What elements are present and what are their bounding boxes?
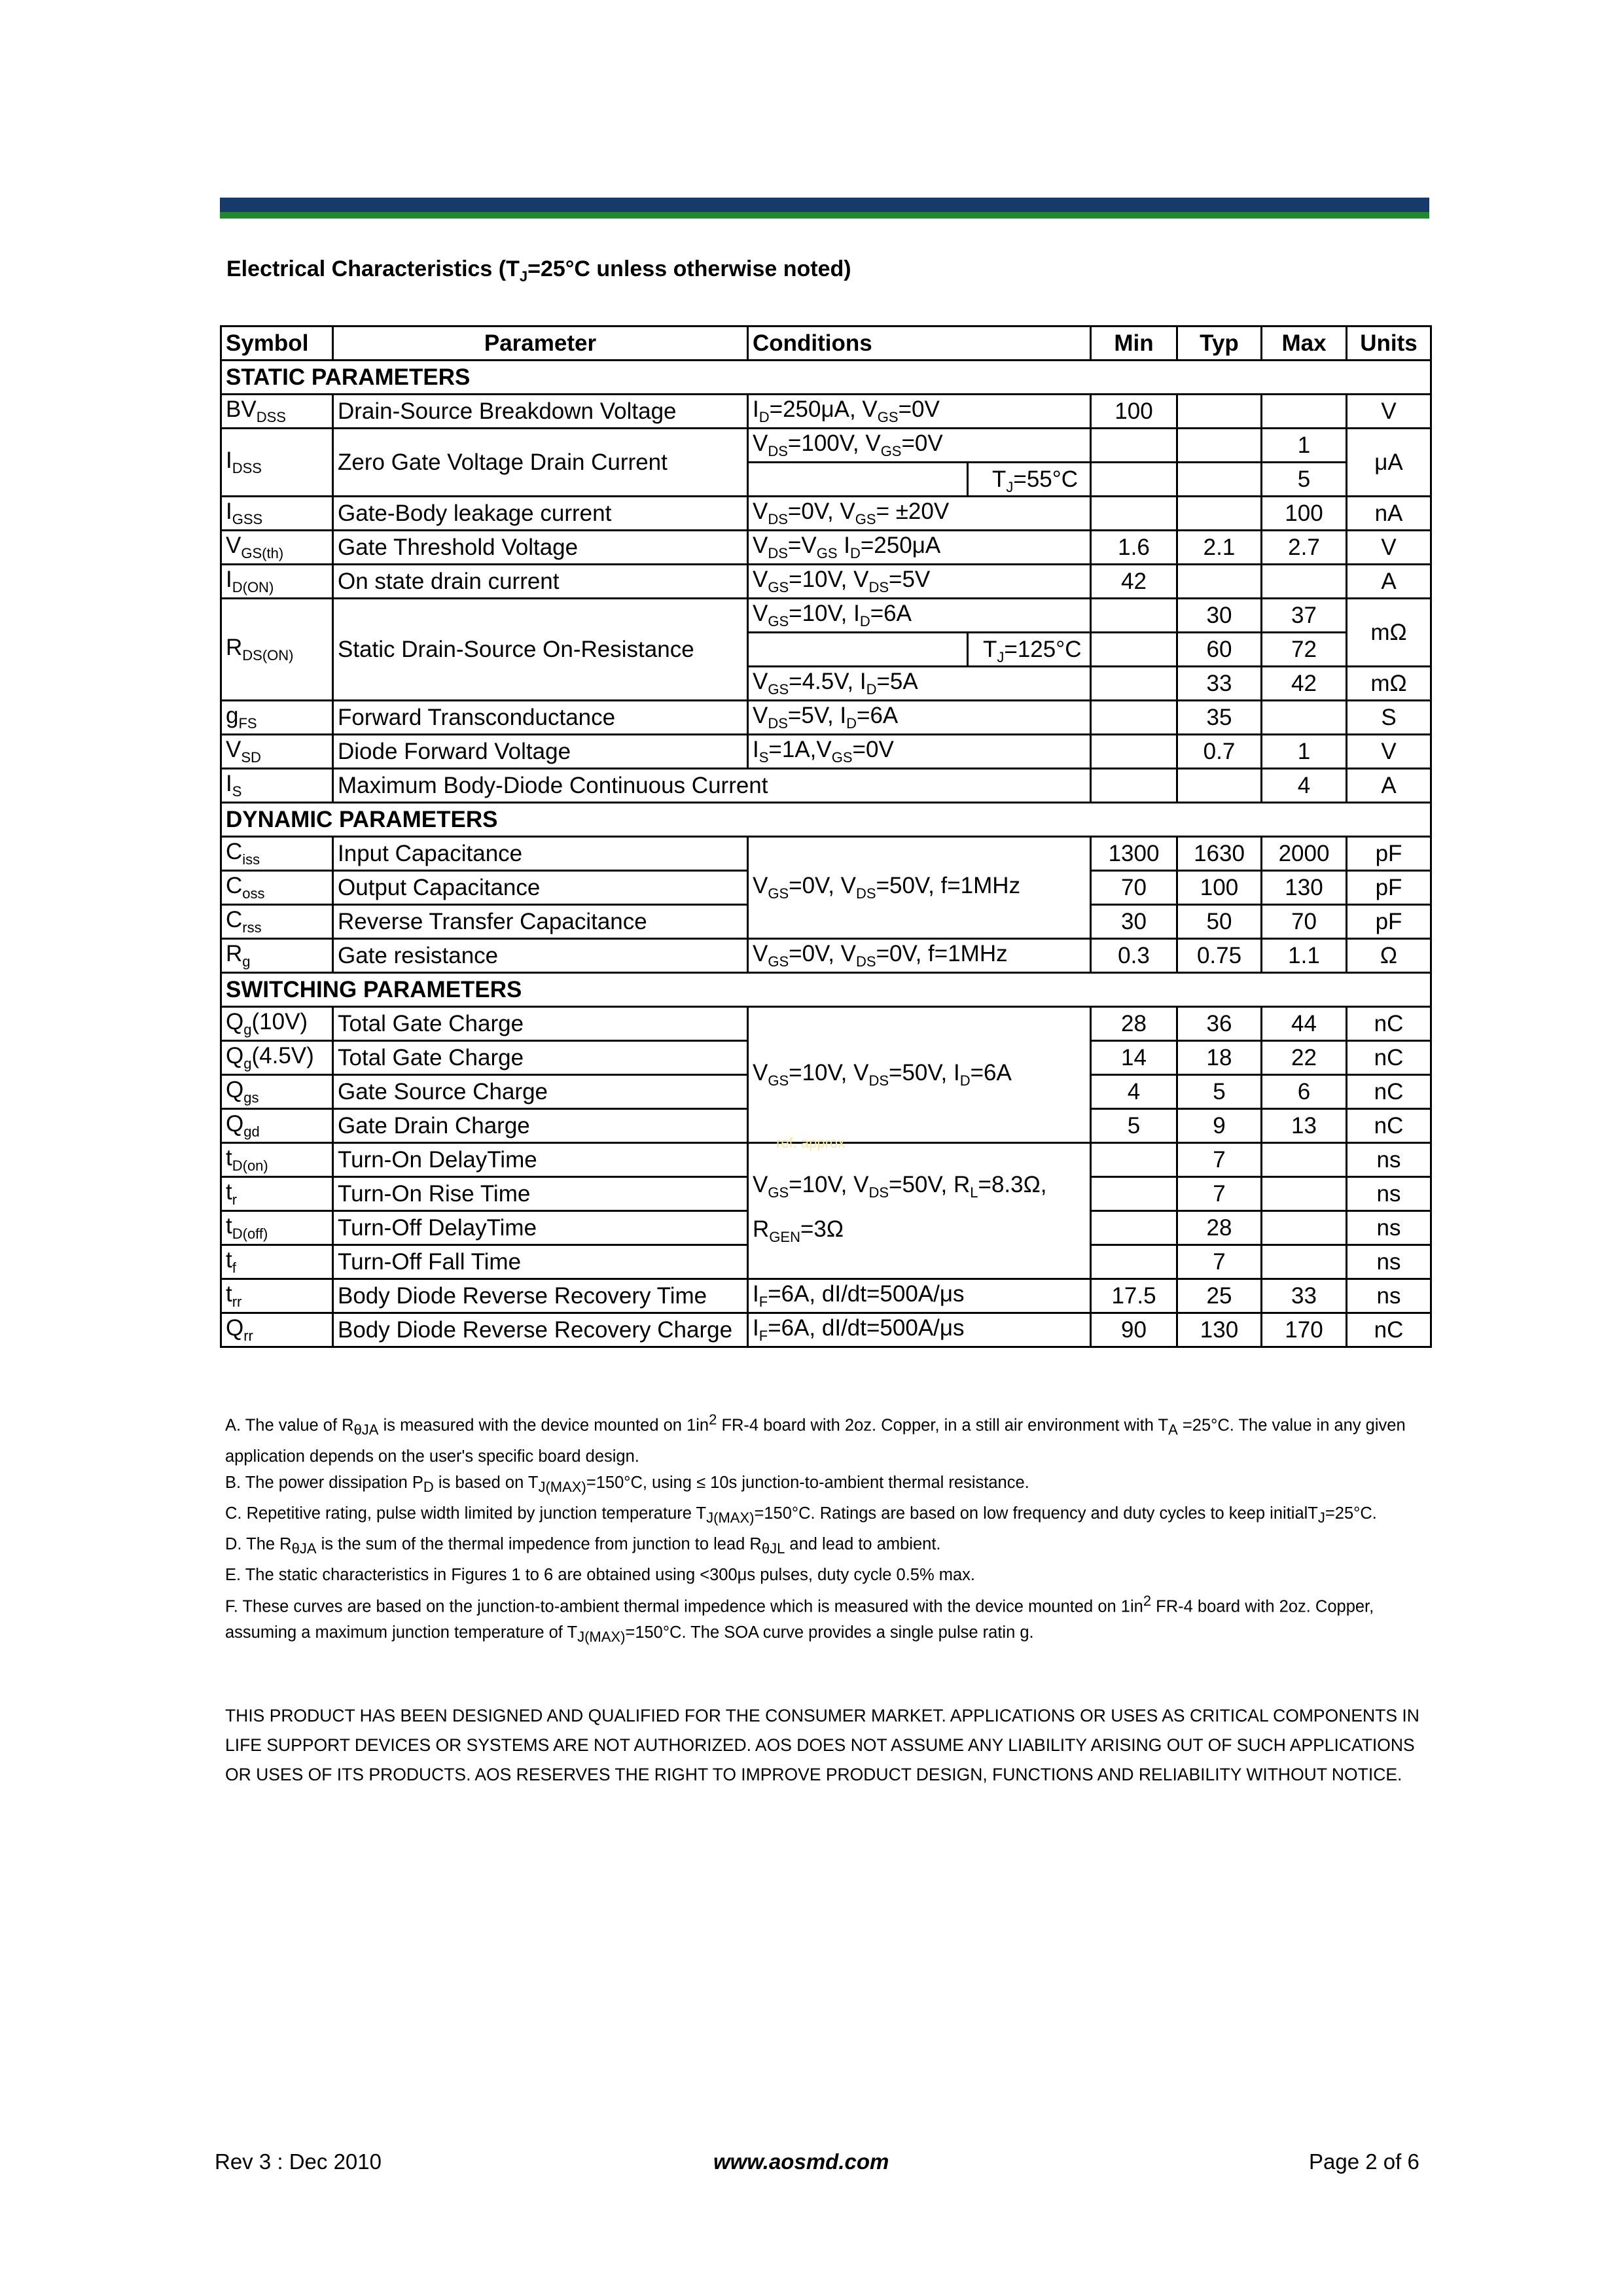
max-cell: 13 bbox=[1262, 1109, 1347, 1143]
min-cell: 70 bbox=[1091, 871, 1177, 905]
typ-cell: 35 bbox=[1177, 701, 1262, 735]
parameter-cell: Turn-Off DelayTime bbox=[333, 1211, 748, 1245]
parameter-cell: Forward Transconductance bbox=[333, 701, 748, 735]
unit-cell: pF bbox=[1347, 837, 1431, 871]
conditions-cell: $V_{GS}=4.5V$, $I_D=5A$ bbox=[748, 667, 1091, 701]
conditions-cell: $V_{GS}=10V$, $V_{DS}=50V$, $I_D=6A$ bbox=[748, 1007, 1091, 1143]
max-cell: 22 bbox=[1262, 1041, 1347, 1075]
header-symbol: Symbol bbox=[221, 327, 333, 361]
typ-cell bbox=[1177, 395, 1262, 429]
max-cell bbox=[1262, 1177, 1347, 1211]
symbol-cell: $BV_{DSS}$ bbox=[221, 395, 333, 429]
typ-cell: 28 bbox=[1177, 1211, 1262, 1245]
parameter-cell: Gate Drain Charge bbox=[333, 1109, 748, 1143]
conditions-cell: $V_{GS}=10V$, $V_{DS}=5V$ bbox=[748, 565, 1091, 599]
table-row bbox=[221, 497, 1431, 531]
parameter-cell: Zero Gate Voltage Drain Current bbox=[333, 429, 748, 497]
min-cell: 28 bbox=[1091, 1007, 1177, 1041]
max-cell: 170 bbox=[1262, 1313, 1347, 1347]
typ-cell: 25 bbox=[1177, 1279, 1262, 1313]
revision-label: Rev 3 : Dec 2010 bbox=[215, 2149, 382, 2174]
typ-cell: 18 bbox=[1177, 1041, 1262, 1075]
symbol-cell: $R_{DS(ON)}$ bbox=[221, 599, 333, 701]
symbol-cell: $I_S$ bbox=[221, 769, 333, 803]
conditions-cell: $I_F=6A$, dI/dt=500A/μs bbox=[748, 1313, 1091, 1347]
table-row bbox=[221, 565, 1431, 599]
symbol-cell: $Q_g(10V)$ bbox=[221, 1007, 333, 1041]
header-band-blue bbox=[220, 198, 1429, 212]
min-cell bbox=[1091, 735, 1177, 769]
parameter-cell: Body Diode Reverse Recovery Time bbox=[333, 1279, 748, 1313]
min-cell bbox=[1091, 497, 1177, 531]
typ-cell bbox=[1177, 565, 1262, 599]
parameter-cell: Input Capacitance bbox=[333, 837, 748, 871]
parameter-cell: Total Gate Charge bbox=[333, 1007, 748, 1041]
parameter-cell: Diode Forward Voltage bbox=[333, 735, 748, 769]
min-cell bbox=[1091, 429, 1177, 463]
conditions-cell: $I_D=250\mu A$, $V_{GS}=0V$ bbox=[748, 395, 1091, 429]
min-cell: 42 bbox=[1091, 565, 1177, 599]
parameter-cell: Turn-On Rise Time bbox=[333, 1177, 748, 1211]
header-band-green bbox=[220, 212, 1429, 219]
min-cell: 0.3 bbox=[1091, 939, 1177, 973]
symbol-cell: $I_{D(ON)}$ bbox=[221, 565, 333, 599]
typ-cell: 7 bbox=[1177, 1245, 1262, 1279]
header-parameter: Parameter bbox=[333, 327, 748, 361]
switching-section-heading: SWITCHING PARAMETERS bbox=[221, 973, 1431, 1007]
faint-annotation: ref. approx bbox=[776, 1135, 846, 1151]
min-cell bbox=[1091, 1177, 1177, 1211]
typ-cell bbox=[1177, 463, 1262, 497]
max-cell bbox=[1262, 1245, 1347, 1279]
max-cell: 5 bbox=[1262, 463, 1347, 497]
typ-cell bbox=[1177, 497, 1262, 531]
min-cell: 100 bbox=[1091, 395, 1177, 429]
unit-cell: ns bbox=[1347, 1245, 1431, 1279]
table-row bbox=[221, 735, 1431, 769]
min-cell: 1300 bbox=[1091, 837, 1177, 871]
table-row bbox=[221, 531, 1431, 565]
typ-cell: 9 bbox=[1177, 1109, 1262, 1143]
footnote-e: E. The static characteristics in Figures 1 to 6 are obtained using <300μs pulses, duty cycle 0.5% max. bbox=[225, 1565, 976, 1584]
max-cell bbox=[1262, 701, 1347, 735]
table-row bbox=[221, 769, 1431, 803]
max-cell: 44 bbox=[1262, 1007, 1347, 1041]
conditions-cell: $I_F=6A$, dI/dt=500A/μs bbox=[748, 1279, 1091, 1313]
unit-cell: mΩ bbox=[1347, 667, 1431, 701]
typ-cell: 50 bbox=[1177, 905, 1262, 939]
parameter-cell: Body Diode Reverse Recovery Charge bbox=[333, 1313, 748, 1347]
conditions-cell: $V_{GS}=10V$, $V_{DS}=50V$, $R_L=8.3\Omega$, $R_{GEN}=3\Omega$ bbox=[748, 1143, 1091, 1279]
max-cell bbox=[1262, 1143, 1347, 1177]
symbol-cell: $t_{rr}$ bbox=[221, 1279, 333, 1313]
table-row bbox=[221, 1279, 1431, 1313]
symbol-cell: $R_g$ bbox=[221, 939, 333, 973]
unit-cell: nC bbox=[1347, 1041, 1431, 1075]
symbol-cell: $g_{FS}$ bbox=[221, 701, 333, 735]
unit-cell: S bbox=[1347, 701, 1431, 735]
typ-cell: 36 bbox=[1177, 1007, 1262, 1041]
header-typ: Typ bbox=[1177, 327, 1262, 361]
max-cell: 33 bbox=[1262, 1279, 1347, 1313]
max-cell: 6 bbox=[1262, 1075, 1347, 1109]
min-cell bbox=[1091, 463, 1177, 497]
min-cell bbox=[1091, 1143, 1177, 1177]
typ-cell: 7 bbox=[1177, 1143, 1262, 1177]
conditions-cell: $V_{GS}=0V$, $V_{DS}=0V$, f=1MHz bbox=[748, 939, 1091, 973]
symbol-cell: $C_{iss}$ bbox=[221, 837, 333, 871]
parameter-cell: Drain-Source Breakdown Voltage bbox=[333, 395, 748, 429]
table-header-row bbox=[221, 327, 1431, 361]
table-row bbox=[221, 701, 1431, 735]
header-min: Min bbox=[1091, 327, 1177, 361]
parameter-cell: Turn-Off Fall Time bbox=[333, 1245, 748, 1279]
min-cell bbox=[1091, 1245, 1177, 1279]
max-cell: 1.1 bbox=[1262, 939, 1347, 973]
unit-cell: pF bbox=[1347, 905, 1431, 939]
typ-cell: 1630 bbox=[1177, 837, 1262, 871]
max-cell: 1 bbox=[1262, 735, 1347, 769]
max-cell bbox=[1262, 395, 1347, 429]
parameter-cell: Gate Threshold Voltage bbox=[333, 531, 748, 565]
max-cell: 72 bbox=[1262, 633, 1347, 667]
disclaimer: THIS PRODUCT HAS BEEN DESIGNED AND QUALIFIED FOR THE CONSUMER MARKET. APPLICATIONS OR USES AS CRITICAL COMPONENTS IN LIFE SUPPORT DEVICES OR SYSTEMS ARE NOT AUTHORIZED. AOS DOES NOT ASSUME ANY LIABILITY ARISING OUT OF SUCH APPLICATIONS OR USES OF ITS PRODUCTS. AOS RESERVES THE RIGHT TO IMPROVE PRODUCT DESIGN, FUNCTIONS AND RELIABILITY WITHOUT NOTICE. bbox=[225, 1706, 1419, 1784]
conditions-cell: $V_{GS}=10V$, $I_D=6A$ bbox=[748, 599, 1091, 633]
unit-cell: nC bbox=[1347, 1075, 1431, 1109]
footnote-a: A. The value of $R_{\theta JA}$ is measured with the device mounted on $1in^2$ FR-4 board with 2oz. Copper, in a still air environment with $T_A =25^\circ C$. The value in any given application depends on the user's specific board design. bbox=[225, 1411, 1406, 1466]
max-cell: 42 bbox=[1262, 667, 1347, 701]
max-cell: 37 bbox=[1262, 599, 1347, 633]
symbol-cell: $Q_g(4.5V)$ bbox=[221, 1041, 333, 1075]
table-row bbox=[221, 939, 1431, 973]
table-row bbox=[221, 1313, 1431, 1347]
website-link[interactable]: www.aosmd.com bbox=[713, 2149, 889, 2174]
min-cell bbox=[1091, 633, 1177, 667]
parameter-cell: Gate resistance bbox=[333, 939, 748, 973]
symbol-cell: $C_{oss}$ bbox=[221, 871, 333, 905]
max-cell: 70 bbox=[1262, 905, 1347, 939]
min-cell bbox=[1091, 1211, 1177, 1245]
typ-cell: 33 bbox=[1177, 667, 1262, 701]
footnote-d: D. The $R_{\theta JA}$ is the sum of the thermal impedence from junction to lead $R_{\theta JL}$ and lead to ambient. bbox=[225, 1534, 941, 1557]
max-cell bbox=[1262, 565, 1347, 599]
unit-cell: pF bbox=[1347, 871, 1431, 905]
symbol-cell: $t_{D(off)}$ bbox=[221, 1211, 333, 1245]
page-number: Page 2 of 6 bbox=[1309, 2149, 1419, 2174]
min-cell: 30 bbox=[1091, 905, 1177, 939]
parameter-cell: Reverse Transfer Capacitance bbox=[333, 905, 748, 939]
unit-cell: A bbox=[1347, 565, 1431, 599]
unit-cell: mΩ bbox=[1347, 599, 1431, 667]
typ-cell: 30 bbox=[1177, 599, 1262, 633]
symbol-cell: $Q_{gd}$ bbox=[221, 1109, 333, 1143]
typ-cell: 100 bbox=[1177, 871, 1262, 905]
typ-cell bbox=[1177, 769, 1262, 803]
max-cell: 2000 bbox=[1262, 837, 1347, 871]
unit-cell: nC bbox=[1347, 1313, 1431, 1347]
min-cell bbox=[1091, 769, 1177, 803]
max-cell: 100 bbox=[1262, 497, 1347, 531]
footnote-c: C. Repetitive rating, pulse width limited by junction temperature $T_{J(MAX)}=150^\circ C$. Ratings are based on low frequency and duty cycles to keep initialT$_J$=25°C. bbox=[225, 1504, 1377, 1526]
table-row bbox=[221, 837, 1431, 871]
parameter-cell: On state drain current bbox=[333, 565, 748, 599]
unit-cell: ns bbox=[1347, 1143, 1431, 1177]
conditions-cell: $V_{DS}=100V$, $V_{GS}=0V$ bbox=[748, 429, 1091, 463]
symbol-cell: $Q_{gs}$ bbox=[221, 1075, 333, 1109]
max-cell bbox=[1262, 1211, 1347, 1245]
parameter-cell: Turn-On DelayTime bbox=[333, 1143, 748, 1177]
electrical-characteristics-table bbox=[220, 325, 1432, 1348]
min-cell: 17.5 bbox=[1091, 1279, 1177, 1313]
min-cell bbox=[1091, 667, 1177, 701]
typ-cell: 60 bbox=[1177, 633, 1262, 667]
parameter-cell: Total Gate Charge bbox=[333, 1041, 748, 1075]
table-row bbox=[221, 395, 1431, 429]
symbol-cell: $V_{GS(th)}$ bbox=[221, 531, 333, 565]
parameter-cell: Static Drain-Source On-Resistance bbox=[333, 599, 748, 701]
header-max: Max bbox=[1262, 327, 1347, 361]
min-cell: 14 bbox=[1091, 1041, 1177, 1075]
min-cell: 90 bbox=[1091, 1313, 1177, 1347]
unit-cell: V bbox=[1347, 395, 1431, 429]
typ-cell: 2.1 bbox=[1177, 531, 1262, 565]
static-section-heading: STATIC PARAMETERS bbox=[221, 361, 1431, 395]
typ-cell: 0.7 bbox=[1177, 735, 1262, 769]
unit-cell: ns bbox=[1347, 1177, 1431, 1211]
unit-cell: V bbox=[1347, 531, 1431, 565]
min-cell: 5 bbox=[1091, 1109, 1177, 1143]
symbol-cell: $t_{D(on)}$ bbox=[221, 1143, 333, 1177]
footnote-b: B. The power dissipation $P_D$ is based on $T_{J(MAX)}=150^\circ C$, using ≤ 10s junction-to-ambient thermal resistance. bbox=[225, 1473, 1029, 1495]
table-row bbox=[221, 429, 1431, 463]
footnote-f: F. These curves are based on the junction-to-ambient thermal impedence which is measured with the device mounted on $1in^2$ FR-4 board with 2oz. Copper, assuming a maximum junction temperature of $T_{J(MAX)}=150^\circ C$. The SOA curve provides a single pulse ratin g. bbox=[225, 1592, 1374, 1646]
unit-cell: nC bbox=[1347, 1007, 1431, 1041]
unit-cell: ns bbox=[1347, 1211, 1431, 1245]
table-row bbox=[221, 599, 1431, 633]
symbol-cell: $t_f$ bbox=[221, 1245, 333, 1279]
parameter-cell: Gate Source Charge bbox=[333, 1075, 748, 1109]
unit-cell: ns bbox=[1347, 1279, 1431, 1313]
parameter-cell: Maximum Body-Diode Continuous Current bbox=[333, 769, 1091, 803]
typ-cell: 0.75 bbox=[1177, 939, 1262, 973]
unit-cell: nA bbox=[1347, 497, 1431, 531]
symbol-cell: $I_{DSS}$ bbox=[221, 429, 333, 497]
symbol-cell: $C_{rss}$ bbox=[221, 905, 333, 939]
symbol-cell: $I_{GSS}$ bbox=[221, 497, 333, 531]
conditions-cell: $I_S=1A,V_{GS}=0V$ bbox=[748, 735, 1091, 769]
typ-cell bbox=[1177, 429, 1262, 463]
symbol-cell: $V_{SD}$ bbox=[221, 735, 333, 769]
unit-cell: V bbox=[1347, 735, 1431, 769]
typ-cell: 130 bbox=[1177, 1313, 1262, 1347]
dynamic-section-heading: DYNAMIC PARAMETERS bbox=[221, 803, 1431, 837]
min-cell: 1.6 bbox=[1091, 531, 1177, 565]
unit-cell: nC bbox=[1347, 1109, 1431, 1143]
parameter-cell: Gate-Body leakage current bbox=[333, 497, 748, 531]
header-units: Units bbox=[1347, 327, 1431, 361]
unit-cell: μA bbox=[1347, 429, 1431, 497]
conditions-cell: $V_{DS}=5V$, $I_D=6A$ bbox=[748, 701, 1091, 735]
header-conditions: Conditions bbox=[748, 327, 1091, 361]
symbol-cell: $Q_{rr}$ bbox=[221, 1313, 333, 1347]
conditions-cell: $T_J=125^\circ C$ bbox=[748, 633, 1091, 667]
table-row bbox=[221, 1007, 1431, 1041]
typ-cell: 7 bbox=[1177, 1177, 1262, 1211]
symbol-cell: $t_r$ bbox=[221, 1177, 333, 1211]
min-cell bbox=[1091, 701, 1177, 735]
min-cell: 4 bbox=[1091, 1075, 1177, 1109]
conditions-cell: $V_{DS}=V_{GS}$ $I_D=250\mu A$ bbox=[748, 531, 1091, 565]
footnotes bbox=[225, 1407, 1429, 1650]
min-cell bbox=[1091, 599, 1177, 633]
max-cell: 2.7 bbox=[1262, 531, 1347, 565]
unit-cell: A bbox=[1347, 769, 1431, 803]
conditions-cell: $V_{DS}=0V$, $V_{GS}= \pm 20V$ bbox=[748, 497, 1091, 531]
max-cell: 130 bbox=[1262, 871, 1347, 905]
section-title: Electrical Characteristics ($T_J=25^\circ C$ unless otherwise noted) bbox=[226, 256, 851, 285]
typ-cell: 5 bbox=[1177, 1075, 1262, 1109]
max-cell: 4 bbox=[1262, 769, 1347, 803]
conditions-cell: $T_J=55^\circ C$ bbox=[748, 463, 1091, 497]
unit-cell: Ω bbox=[1347, 939, 1431, 973]
parameter-cell: Output Capacitance bbox=[333, 871, 748, 905]
max-cell: 1 bbox=[1262, 429, 1347, 463]
conditions-cell: $V_{GS}=0V$, $V_{DS}=50V$, f=1MHz bbox=[748, 837, 1091, 939]
